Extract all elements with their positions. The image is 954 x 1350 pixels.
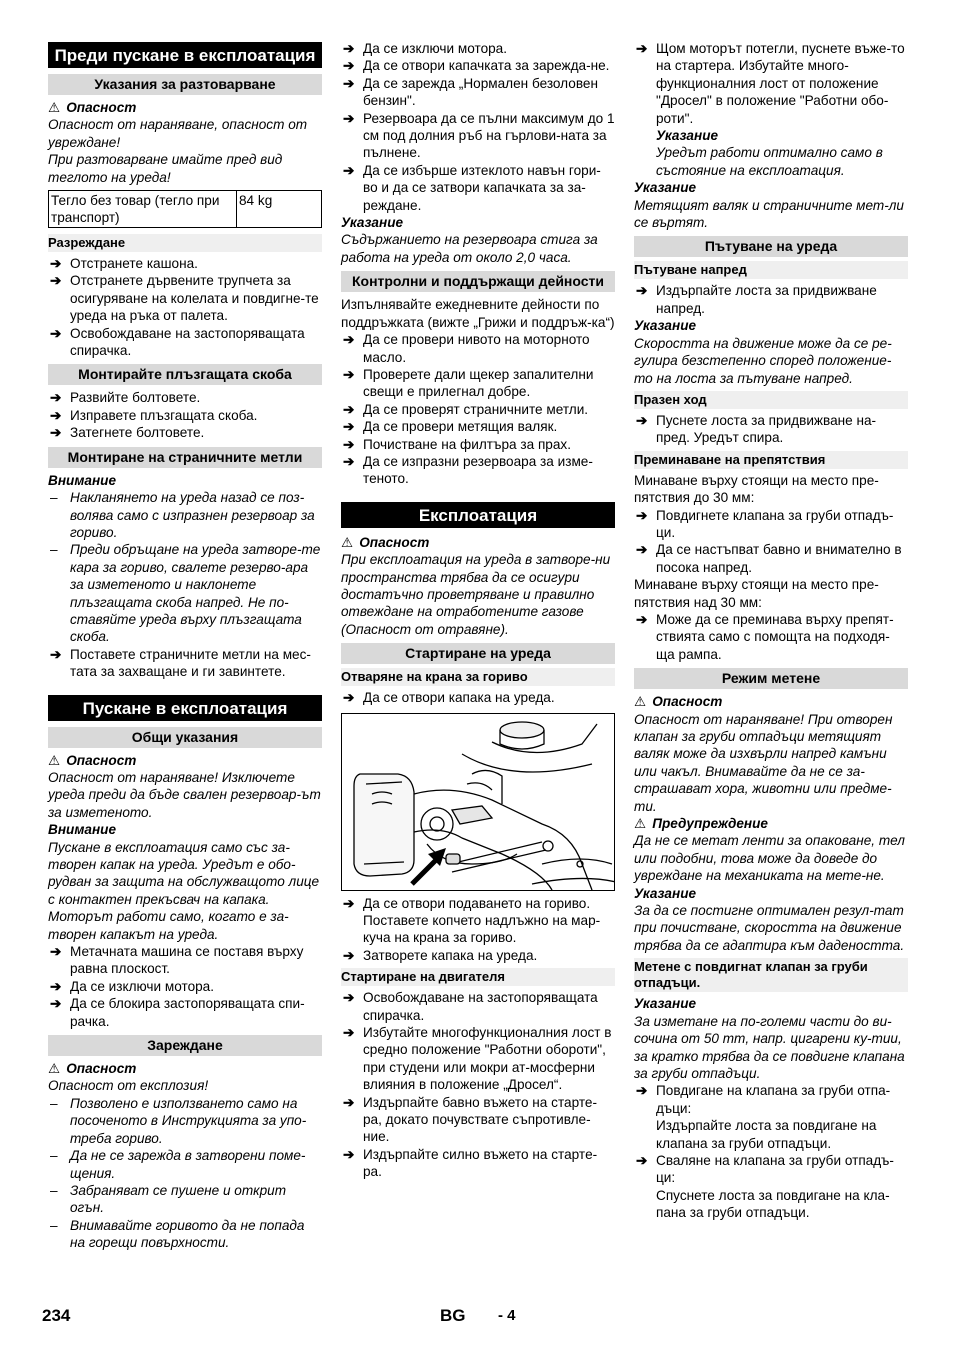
- danger-label: ⚠ Опасност: [634, 694, 723, 710]
- list-item: ➔ Издърпайте силно въжето на стартe-ра.: [341, 1146, 615, 1181]
- heading-raised-flap: Метене с повдигнат клапан за груби отпадъци.: [634, 958, 908, 992]
- list-item: – Забраняват се пушене и открит огън.: [48, 1182, 322, 1217]
- note-label: Указание: [634, 318, 697, 334]
- list-item: ➔ Отстранете кашона.: [48, 255, 322, 272]
- danger-text: Опасност от нараняване, опасност от увреждане!: [48, 117, 308, 150]
- danger-label: ⚠ Опасност: [48, 1061, 137, 1077]
- warning-triangle-icon: ⚠: [634, 816, 647, 832]
- column-3: [634, 40, 908, 1222]
- section-title-startup: Пускане в експлоатация: [48, 695, 322, 721]
- list-item: ➔ Затворете капака на уреда.: [341, 947, 615, 964]
- weight-value: 84 kg: [237, 191, 322, 228]
- danger-label: ⚠ Опасност: [48, 100, 137, 115]
- heading-mount-bracket: Монтирайте плъзгащата скоба: [48, 364, 322, 385]
- column-1: [48, 40, 322, 1252]
- heading-forward: Пътуване напред: [634, 261, 908, 279]
- sub-page-number: - 4: [498, 1307, 516, 1324]
- heading-sweep-mode: Режим метене: [634, 668, 908, 689]
- list-item: ➔ Избутайте многофункционалния лост в средно положение "Работни обороти", при студени или мокри ат-мосферни влияния в положение „Дросел“.: [341, 1024, 615, 1094]
- danger-text: Опасност от нараняване! При отворен клапан за груби отпадъци метящият валяк може да изхвърли напред камъни или чакъл. Внимавайте да не се за-страшават хора, животни или предме-ти.: [634, 711, 893, 814]
- list-item: ➔ Издърпайте лоста за придвижване напред.: [634, 282, 908, 317]
- list-item: ➔ Да се избърше изтеклото навън гори-во и да се затвори капачката за за-реждане.: [341, 162, 615, 214]
- heading-driving: Пътуване на уреда: [634, 236, 908, 257]
- maintenance-intro: Изпълнявайте ежедневните дейности по поддръжката (вижте „Грижи и поддръж-ка“): [341, 297, 615, 330]
- list-item: ➔ Повдигнете клапана за груби отпадъ-ци.: [634, 507, 908, 542]
- list-item: ➔ Да се провери метящия валяк.: [341, 418, 615, 435]
- list-item: – Накланянето на уреда назад се поз-волява само с изпразнен резервоар за гориво.: [48, 489, 322, 541]
- danger-label: ⚠ Опасност: [48, 752, 137, 768]
- heading-obstacles: Преминаване на препятствия: [634, 451, 908, 469]
- list-item: ➔ Да се блокира застопоряващата спи-рачка.: [48, 995, 322, 1030]
- heading-maintenance: Контролни и поддържащи дейности: [341, 271, 615, 292]
- note-text: Скоростта на движение може да се ре-гулира безстепенно според положение-то на лоста за пътуване напред.: [634, 335, 892, 386]
- page-number: 234: [42, 1306, 71, 1325]
- danger-text: При експлоатация на уреда в затворе-ни пространства трябва да се осигури достатъчно проветряване и правилно отвеждане на отработените газове (Опасност от отравяне).: [341, 552, 611, 637]
- list-item: ➔ Щом моторът потегли, пуснете въже-то на стартера. Избутайте много-функционалния лост от положение "Дросел" в положение "Работни обо-роти".: [634, 40, 908, 127]
- list-item: ➔ Да се настъпват бавно и внимателно в посока напред.: [634, 541, 908, 576]
- list-item: ➔ Почистване на филтъра за прах.: [341, 436, 615, 453]
- warning-triangle-icon: ⚠: [634, 694, 647, 710]
- note-label: Указание: [656, 128, 719, 144]
- list-item: ➔ Да се отвори капачката за зарежда-не.: [341, 57, 615, 74]
- heading-open-fuel-valve: Отваряне на крана за гориво: [341, 668, 615, 686]
- list-item: – Внимавайте горивото да не попада на горещи повърхности.: [48, 1217, 322, 1252]
- warning-label: ⚠ Предупреждение: [634, 816, 768, 832]
- list-item: ➔ Освобождаване на застопоряващата спирачка.: [48, 325, 322, 360]
- obstacles-text: Минаване върху стоящи на место пре-пятствия над 30 мм:: [634, 577, 879, 610]
- warning-triangle-icon: ⚠: [48, 1061, 61, 1077]
- list-item: ➔ Да се отвори капака на уреда.: [341, 689, 615, 706]
- list-item: ➔ Може да се преминава върху препят-ствията само с помощта на подходя-ща рампа.: [634, 611, 908, 663]
- heading-start-engine: Стартиране на двигателя: [341, 968, 615, 986]
- warning-text: Да не се метат ленти за опаковане, тел или подобни, това може да доведе до увреждане на механиката на мете-не.: [634, 833, 905, 884]
- list-item: ➔ Затегнете болтовете.: [48, 424, 322, 441]
- list-item: ➔ Изправете плъзгащата скоба.: [48, 407, 322, 424]
- list-item: ➔ Да се зарежда „Нормален безоловен бензин".: [341, 75, 615, 110]
- caution-label: Внимание: [48, 472, 117, 488]
- heading-general: Общи указания: [48, 727, 322, 748]
- danger-label: ⚠ Опасност: [341, 534, 430, 550]
- list-item: ➔ Да се провери нивото на моторното масло.: [341, 331, 615, 366]
- heading-idle: Празен ход: [634, 391, 908, 409]
- obstacles-text: Минаване върху стоящи на место пре-пятствия до 30 мм:: [634, 472, 879, 506]
- list-item-detail: Спуснете лоста за повдигане на кла-пана за груби отпадъци.: [656, 1187, 890, 1221]
- heading-start-device: Стартиране на уреда: [341, 643, 615, 664]
- caution-text: Пускане в експлоатация само със за-творен капак на уреда. Уредът е обо-рудван за защита на обслужващото лице с контактен прекъсвач на капака. Моторът работи само, когато е за-творен капакът на уреда.: [48, 839, 320, 942]
- warning-triangle-icon: ⚠: [48, 752, 61, 768]
- list-item: ➔ Поставете страничните метли на мес-тата за захващане и ги завинтете.: [48, 646, 322, 681]
- list-item: ➔ Да се изключи мотора.: [341, 40, 615, 57]
- list-item: ➔ Пуснете лоста за придвижване на-пред. Уредът спира.: [634, 412, 908, 447]
- list-item: ➔ Издърпайте бавно въжето на старте-ра, докато почувствате съпротивле-ние.: [341, 1094, 615, 1146]
- heading-refuelling: Зареждане: [48, 1035, 322, 1056]
- warning-triangle-icon: ⚠: [341, 534, 354, 550]
- note-label: Указание: [341, 215, 404, 231]
- note-text: Уредът работи оптимално само в състояние на експлоатация.: [656, 145, 883, 178]
- heading-unpacking: Разреждане: [48, 234, 322, 252]
- danger-text: При разтоварване имайте пред вид теглото на уреда!: [48, 152, 283, 185]
- list-item: – Да не се зарежда в затворени поме-щения.: [48, 1147, 322, 1182]
- list-item: ➔ Повдигане на клапана за груби отпа-дъци:: [634, 1082, 908, 1117]
- column-2: [341, 40, 615, 1181]
- list-item: ➔ Проверете дали щекер запалителни свещи е прилегнал добре.: [341, 366, 615, 401]
- danger-text: Опасност от нараняване! Изключете уреда преди да бъде свален резервоар-ът за изметеното.: [48, 769, 321, 820]
- caution-label: Внимание: [48, 822, 117, 838]
- section-title-operation: Експлоатация: [341, 502, 615, 528]
- weight-label: Тегло без товар (тегло при транспорт): [49, 191, 237, 228]
- engine-drawing: [342, 714, 615, 891]
- note-text: За да се постигне оптимален резул-тат при почистване, скоростта на движение трябва да се адаптира към дадеността.: [634, 903, 905, 953]
- list-item-detail: Издърпайте лоста за повдигане на клапана за груби отпадъци.: [656, 1118, 877, 1151]
- list-item: ➔ Освобождаване на застопоряващата спирачка.: [341, 989, 615, 1024]
- note-label: Указание: [634, 885, 697, 901]
- note-label: Указание: [634, 996, 697, 1012]
- list-item: ➔ Отстранете дървените трупчета за осигуряване на колелата и повдигне-те уреда на ръка от палета.: [48, 272, 322, 324]
- note-text: Съдържанието на резервоара стига за работа на уреда от около 2,0 часа.: [341, 232, 598, 265]
- engine-illustration: [341, 713, 615, 891]
- note-text: Метящият валяк и страничните мет-ли се въртят.: [634, 197, 904, 231]
- heading-mount-brushes: Монтиране на страничните метли: [48, 447, 322, 468]
- section-title-before-startup: Преди пускане в експлоатация: [48, 42, 322, 68]
- danger-text: Опасност от експлозия!: [48, 1078, 209, 1094]
- list-item: ➔ Резервоара да се пълни максимум до 1 см под долния ръб на гърлови-ната за пълнене.: [341, 110, 615, 162]
- heading-unloading: Указания за разтоварване: [48, 74, 322, 95]
- list-item: ➔ Метачната машина се поставя върху равна плоскост.: [48, 943, 322, 978]
- warning-triangle-icon: ⚠: [48, 100, 61, 115]
- weight-table: [48, 190, 322, 228]
- list-item: – Позволено е използването само на посоченото в Инструкцията за упо-треба гориво.: [48, 1095, 322, 1147]
- language-code: BG: [440, 1306, 466, 1325]
- list-item: ➔ Да се изключи мотора.: [48, 978, 322, 995]
- list-item: – Преди обръщане на уреда затворе-те кара за гориво, свалете резерво-ара за изметеното и наклонете плъзгащата скоба напред. Не по-ставяйте уреда върху плъзгащата скоба.: [48, 541, 322, 645]
- list-item: ➔ Да се проверят страничните метли.: [341, 401, 615, 418]
- note-label: Указание: [634, 180, 697, 196]
- list-item: ➔ Сваляне на клапана за груби отпадъ-ци:: [634, 1152, 908, 1187]
- list-item: ➔ Развийте болтовете.: [48, 389, 322, 406]
- list-item: ➔ Да се отвори подаването на гориво. Поставете копчето надлъжно на мар-куча на крана за гориво.: [341, 895, 615, 947]
- list-item: ➔ Да се изпразни резервоара за изме-теното.: [341, 453, 615, 488]
- note-text: За изметане на по-големи части до ви-сочина от 50 mm, напр. цигарени ку-тии, за кратко трябва да се повдигне клапана за груби отпадъци.: [634, 1013, 905, 1081]
